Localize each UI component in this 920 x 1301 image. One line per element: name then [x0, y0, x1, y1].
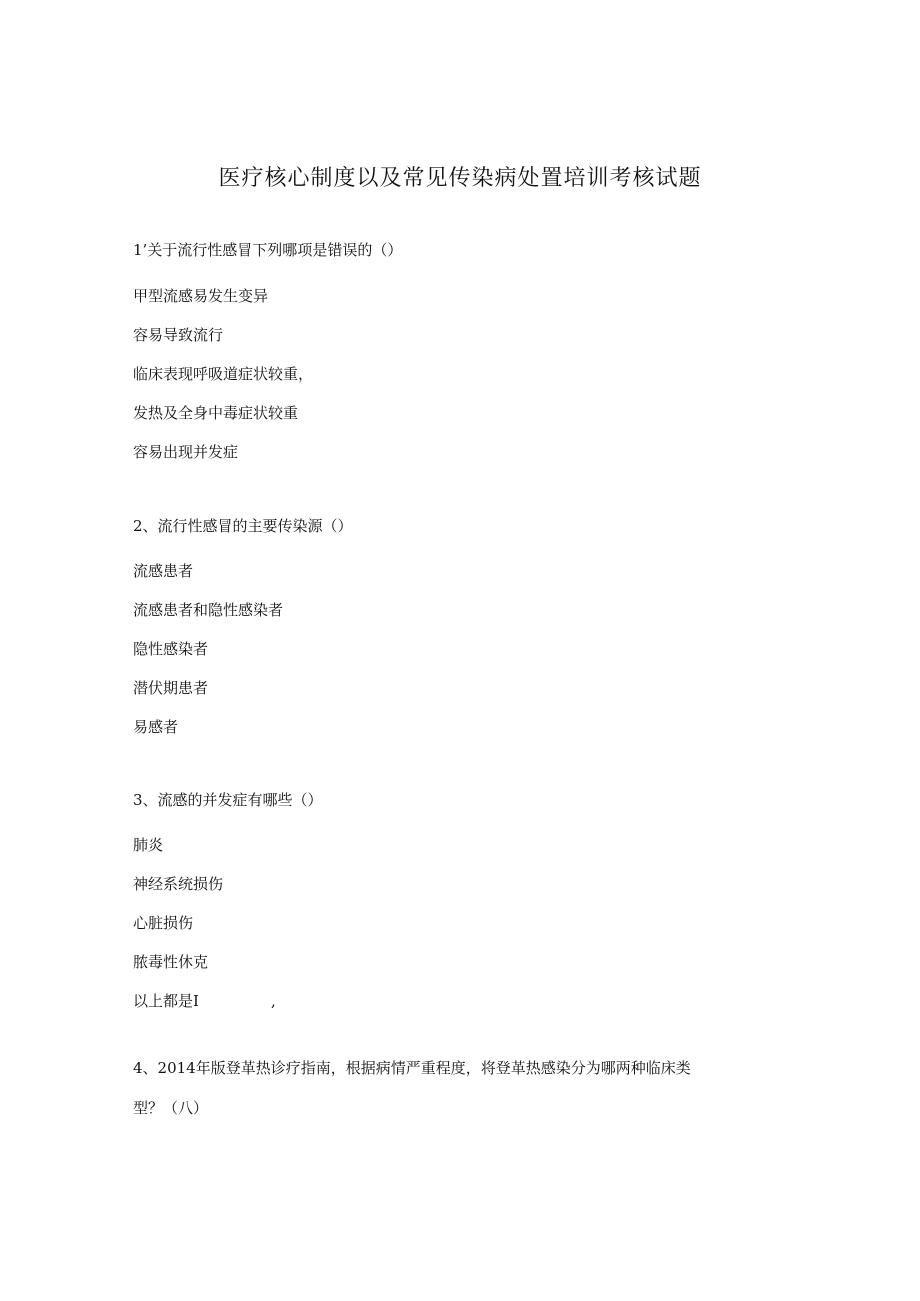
question-3-option-mark: , [270, 992, 276, 1010]
question-1-option: 容易出现并发症 [133, 443, 239, 461]
question-2-option: 潜伏期患者 [133, 679, 209, 697]
question-2-option: 流感患者 [133, 562, 194, 580]
question-3-text: 3、流感的并发症有哪些（） [133, 791, 323, 809]
question-3-option-text: 以上都是I [133, 992, 199, 1010]
question-3-option: 神经系统损伤 [133, 875, 224, 893]
question-2-option: 隐性感染者 [133, 640, 209, 658]
question-4-text-line2: 型？（八） [133, 1099, 209, 1117]
question-2-option: 易感者 [133, 718, 179, 736]
question-1-text: 1’关于流行性感冒下列哪项是错误的（） [133, 241, 403, 259]
question-1-option: 容易导致流行 [133, 326, 224, 344]
page-title: 医疗核心制度以及常见传染病处置培训考核试题 [218, 166, 702, 191]
question-2-option: 流感患者和隐性感染者 [133, 601, 284, 619]
question-3-option: 心脏损伤 [133, 914, 194, 932]
question-3-option [133, 991, 276, 1011]
question-1-option: 临床表现呼吸道症状较重， [133, 365, 314, 383]
question-3-option: 肺炎 [133, 836, 164, 854]
question-1-option: 发热及全身中毒症状较重 [133, 404, 299, 422]
question-4-text-line1: 4、2014年版登革热诊疗指南，根据病情严重程度，将登革热感染分为哪两种临床类 [133, 1059, 691, 1077]
question-3-option: 脓毒性休克 [133, 953, 209, 971]
question-2-text: 2、流行性感冒的主要传染源（） [133, 517, 353, 535]
question-1-option: 甲型流感易发生变异 [133, 287, 269, 305]
